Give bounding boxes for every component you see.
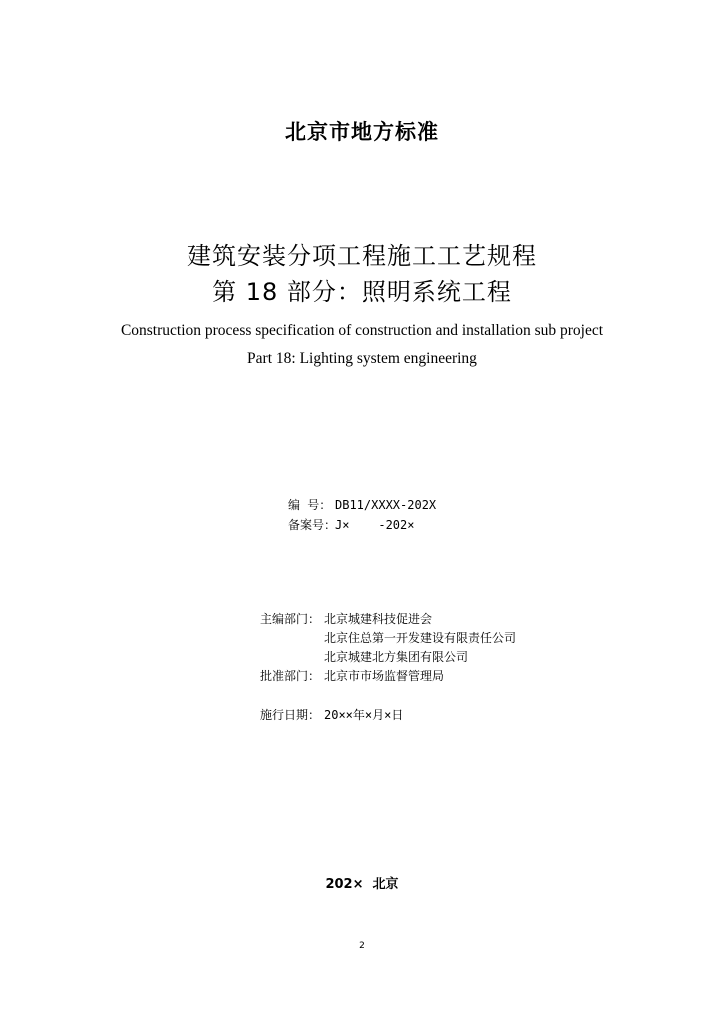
record-number-label: 备案号： xyxy=(288,518,337,532)
record-number-value: J× -202× xyxy=(335,518,415,532)
approver-row xyxy=(260,667,444,684)
standard-number-row xyxy=(288,496,436,513)
standard-title: 北京市地方标准 xyxy=(285,119,439,144)
footer-year-place: 202× 北京 xyxy=(325,877,399,892)
editor-org-2: 北京住总第一开发建设有限责任公司 xyxy=(324,631,517,645)
english-title-line-1: Construction process specification of construction and installation sub project xyxy=(120,322,604,339)
editor-org-1: 北京城建科技促进会 xyxy=(324,612,433,626)
english-title-line-2: Part 18: Lighting system engineering xyxy=(247,350,477,367)
main-title-line-1: 建筑安装分项工程施工工艺规程 xyxy=(187,242,537,270)
record-number-row xyxy=(288,516,414,533)
effective-date-row xyxy=(260,706,403,723)
approver-org: 北京市市场监督管理局 xyxy=(324,669,445,683)
editor-row xyxy=(260,610,432,627)
editor-label: 主编部门： xyxy=(260,612,321,626)
standard-number-value: DB11/XXXX-202X xyxy=(335,498,437,512)
standard-number-label: 编 号： xyxy=(288,498,332,512)
approver-label: 批准部门： xyxy=(260,669,321,683)
effective-date-label: 施行日期： xyxy=(260,708,321,722)
page-number: 2 xyxy=(359,941,365,951)
editor-org-3: 北京城建北方集团有限公司 xyxy=(324,650,469,664)
effective-date-value: 20××年×月×日 xyxy=(324,708,404,722)
main-title-line-2: 第 18 部分：照明系统工程 xyxy=(212,278,512,306)
